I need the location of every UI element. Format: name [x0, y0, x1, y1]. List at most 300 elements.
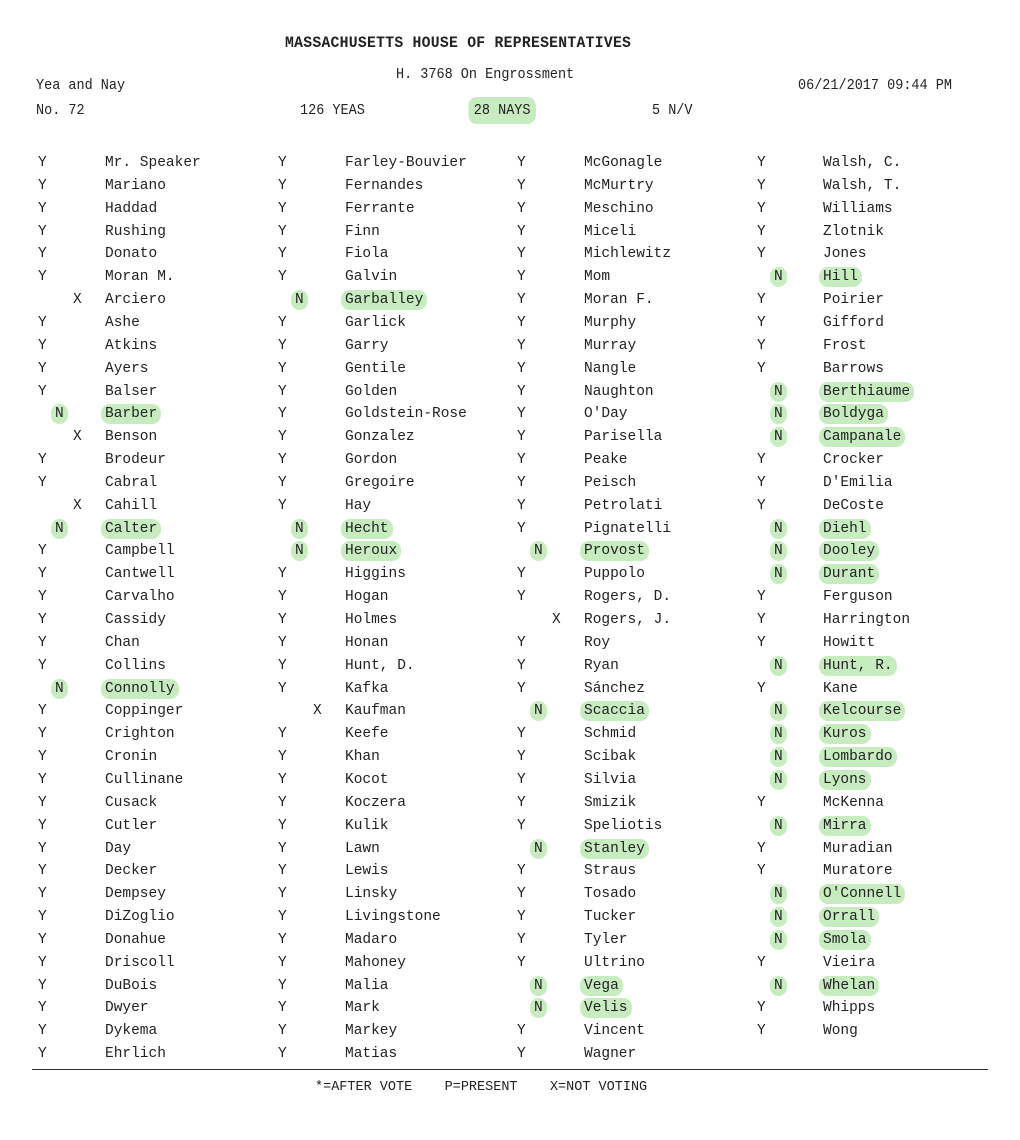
- member-name-text: Fiola: [345, 246, 389, 263]
- member-name-text: Howitt: [823, 634, 876, 651]
- vote-mark: [517, 497, 526, 515]
- member-name: [823, 291, 884, 309]
- member-name: [584, 177, 654, 195]
- vote-mark: [757, 999, 766, 1017]
- member-name-text: Chan: [105, 634, 140, 651]
- member-name: [584, 680, 645, 698]
- vote-mark: [278, 245, 287, 263]
- vote-mark: [278, 885, 287, 903]
- member-name: [584, 954, 645, 972]
- vote-mark: [38, 474, 47, 492]
- member-name: [345, 657, 415, 675]
- member-name-text: Gordon: [345, 452, 398, 469]
- member-name: [345, 154, 467, 172]
- vote-value: Y: [278, 931, 287, 948]
- vote-mark: [774, 542, 783, 560]
- vote-mark: [278, 748, 287, 766]
- member-name-text: Ferguson: [823, 589, 893, 606]
- member-name-text: Connolly: [101, 679, 179, 699]
- vote-mark: [774, 405, 783, 423]
- member-name-text: McGonagle: [584, 155, 663, 171]
- vote-value: Y: [38, 840, 47, 857]
- member-name-text: Hill: [819, 267, 862, 287]
- member-name-text: DeCoste: [823, 497, 884, 514]
- vote-mark: [38, 748, 47, 766]
- vote-value: N: [770, 519, 787, 539]
- vote-value: N: [770, 427, 787, 447]
- member-name-text: Boldyga: [819, 404, 888, 424]
- vote-mark: [774, 702, 783, 720]
- member-name: [105, 474, 157, 492]
- vote-mark: [73, 497, 82, 515]
- member-name: [584, 337, 636, 355]
- vote-mark: [38, 177, 47, 195]
- member-name: [823, 771, 867, 789]
- member-name-text: Gonzalez: [345, 429, 415, 446]
- member-name: [584, 1045, 636, 1063]
- vote-value: Y: [757, 292, 766, 309]
- vote-value: Y: [517, 200, 526, 217]
- member-name-text: Ryan: [584, 657, 619, 674]
- vote-value: Y: [278, 1023, 287, 1040]
- member-name-text: Kuros: [819, 724, 871, 744]
- vote-mark: [517, 428, 526, 446]
- vote-mark: [38, 725, 47, 743]
- vote-mark: [278, 680, 287, 698]
- member-name-text: Berthiaume: [819, 382, 914, 402]
- member-name: [345, 931, 397, 949]
- vote-mark: [774, 771, 783, 789]
- member-name-text: Lyons: [819, 770, 871, 790]
- vote-mark: [774, 428, 783, 446]
- vote-value: N: [530, 976, 547, 996]
- member-name-text: Harrington: [823, 612, 911, 628]
- vote-value: Y: [757, 680, 766, 697]
- vote-value: Y: [278, 817, 287, 834]
- vote-mark: [517, 451, 526, 469]
- member-name-text: Coppinger: [105, 703, 184, 720]
- member-name-text: Rushing: [105, 223, 166, 240]
- member-name-text: Wong: [823, 1023, 858, 1040]
- vote-mark: [757, 497, 766, 515]
- member-name: [823, 954, 875, 972]
- vote-value: Y: [757, 452, 766, 469]
- vote-mark: [278, 771, 287, 789]
- member-name: [345, 291, 423, 309]
- member-name: [105, 702, 183, 720]
- vote-value: Y: [38, 1000, 47, 1017]
- member-name: [823, 931, 867, 949]
- vote-value: Y: [38, 269, 47, 286]
- vote-value: Y: [278, 794, 287, 811]
- vote-value: Y: [38, 223, 47, 240]
- vote-mark: [517, 588, 526, 606]
- member-name-text: Kelcourse: [819, 701, 905, 721]
- member-name-text: Barber: [101, 404, 161, 424]
- member-name: [105, 748, 157, 766]
- vote-mark: [534, 542, 543, 560]
- member-name-text: Speliotis: [584, 817, 663, 834]
- member-name: [105, 771, 183, 789]
- member-name-text: Honan: [345, 634, 389, 651]
- vote-value: Y: [38, 726, 47, 743]
- member-name: [823, 154, 901, 172]
- member-name-text: Ehrlich: [105, 1046, 166, 1063]
- member-name: [345, 611, 397, 629]
- vote-mark: [278, 1045, 287, 1063]
- vote-mark: [757, 611, 766, 629]
- vote-mark: [774, 657, 783, 675]
- vote-mark: [757, 200, 766, 218]
- vote-value: Y: [38, 886, 47, 903]
- member-name-text: Durant: [819, 564, 879, 584]
- vote-mark: [38, 931, 47, 949]
- vote-mark: [38, 314, 47, 332]
- footer-divider: [32, 1069, 988, 1070]
- vote-value: Y: [38, 474, 47, 491]
- member-name: [823, 840, 893, 858]
- vote-mark: [517, 245, 526, 263]
- member-name: [823, 405, 884, 423]
- member-name-text: Koczera: [345, 794, 406, 811]
- member-name-text: Hogan: [345, 589, 389, 606]
- vote-value: Y: [278, 155, 287, 171]
- member-name: [345, 702, 406, 720]
- member-name: [584, 931, 628, 949]
- member-name: [345, 542, 397, 560]
- vote-value: Y: [38, 931, 47, 948]
- vote-mark: [517, 360, 526, 378]
- bill-title: H. 3768 On Engrossment: [396, 66, 575, 83]
- vote-mark: [278, 337, 287, 355]
- vote-mark: [757, 245, 766, 263]
- vote-mark: [55, 405, 64, 423]
- vote-mark: [278, 634, 287, 652]
- vote-mark: [38, 657, 47, 675]
- vote-value: Y: [38, 794, 47, 811]
- vote-value: Y: [757, 612, 766, 628]
- vote-mark: [517, 680, 526, 698]
- member-name: [584, 223, 636, 241]
- vote-mark: [38, 885, 47, 903]
- member-name-text: Dwyer: [105, 1000, 149, 1017]
- member-name-text: Matias: [345, 1046, 398, 1063]
- vote-value: N: [770, 770, 787, 790]
- member-name: [345, 223, 380, 241]
- member-name-text: Golden: [345, 383, 398, 400]
- member-name: [105, 497, 157, 515]
- member-name-text: Lombardo: [819, 747, 897, 767]
- member-name: [823, 451, 884, 469]
- member-name: [584, 999, 628, 1017]
- member-name-text: Farley-Bouvier: [345, 155, 467, 171]
- member-name-text: Muradian: [823, 840, 893, 857]
- vote-mark: [517, 314, 526, 332]
- member-name-text: Cabral: [105, 474, 158, 491]
- vote-value: Y: [517, 246, 526, 263]
- vote-mark: [774, 748, 783, 766]
- member-name: [105, 977, 157, 995]
- vote-value: N: [770, 701, 787, 721]
- member-name-text: Mr. Speaker: [105, 155, 201, 171]
- member-name-text: Murray: [584, 337, 637, 354]
- member-name: [584, 268, 610, 286]
- vote-mark: [757, 634, 766, 652]
- vote-mark: [774, 817, 783, 835]
- vote-value: Y: [517, 474, 526, 491]
- nays-count: [472, 102, 532, 119]
- vote-mark: [38, 1045, 47, 1063]
- member-name-text: Haddad: [105, 200, 158, 217]
- vote-mark: [757, 451, 766, 469]
- vote-mark: [278, 474, 287, 492]
- member-name-text: McMurtry: [584, 177, 654, 194]
- member-name-text: Dooley: [819, 541, 879, 561]
- vote-value: N: [770, 884, 787, 904]
- member-name-text: Mark: [345, 1000, 380, 1017]
- member-name: [584, 588, 671, 606]
- member-name: [345, 383, 397, 401]
- member-name-text: Walsh, C.: [823, 155, 902, 171]
- vote-mark: [757, 154, 766, 172]
- vote-mark: [774, 908, 783, 926]
- vote-value: Y: [517, 337, 526, 354]
- member-name: [345, 200, 415, 218]
- vote-mark: [278, 954, 287, 972]
- vote-value: Y: [278, 452, 287, 469]
- vote-value: X: [73, 429, 82, 446]
- vote-mark: [278, 794, 287, 812]
- vote-mark: [517, 383, 526, 401]
- vote-mark: [38, 954, 47, 972]
- vote-mark: [278, 817, 287, 835]
- member-name-text: Mirra: [819, 816, 871, 836]
- member-name-text: O'Connell: [819, 884, 905, 904]
- member-name-text: Dykema: [105, 1023, 158, 1040]
- vote-value: Y: [517, 406, 526, 423]
- member-name: [105, 1022, 157, 1040]
- member-name-text: Pignatelli: [584, 520, 672, 537]
- member-name: [823, 314, 884, 332]
- vote-value: Y: [278, 1046, 287, 1063]
- vote-mark: [278, 360, 287, 378]
- vote-mark: [517, 177, 526, 195]
- vote-value: Y: [757, 634, 766, 651]
- vote-value: Y: [517, 177, 526, 194]
- member-name: [584, 291, 654, 309]
- member-name-text: Kocot: [345, 771, 389, 788]
- member-name: [823, 474, 893, 492]
- vote-value: Y: [278, 223, 287, 240]
- member-name-text: Collins: [105, 657, 166, 674]
- member-name: [105, 428, 157, 446]
- member-name-text: Kane: [823, 680, 858, 697]
- vote-value: N: [530, 998, 547, 1018]
- vote-value: Y: [278, 474, 287, 491]
- member-name: [105, 1045, 166, 1063]
- vote-value: N: [291, 541, 308, 561]
- member-name-text: Mariano: [105, 177, 166, 194]
- vote-value: N: [291, 290, 308, 310]
- member-name-text: Campbell: [105, 543, 175, 560]
- member-name: [345, 1022, 397, 1040]
- member-name: [823, 565, 875, 583]
- vote-value: N: [770, 656, 787, 676]
- vote-value: Y: [517, 223, 526, 240]
- vote-value: Y: [517, 817, 526, 834]
- member-name: [105, 657, 166, 675]
- vote-value: Y: [517, 771, 526, 788]
- vote-mark: [517, 634, 526, 652]
- member-name-text: Velis: [580, 998, 632, 1018]
- vote-mark: [517, 954, 526, 972]
- member-name: [823, 588, 893, 606]
- member-name-text: Meschino: [584, 200, 654, 217]
- member-name-text: Crocker: [823, 452, 884, 469]
- vote-value: N: [770, 382, 787, 402]
- vote-value: Y: [38, 954, 47, 971]
- member-name-text: Decker: [105, 863, 158, 880]
- vote-mark: [278, 383, 287, 401]
- vote-value: N: [291, 519, 308, 539]
- vote-mark: [38, 154, 47, 172]
- vote-value: Y: [278, 177, 287, 194]
- member-name: [345, 360, 406, 378]
- member-name-text: Mahoney: [345, 954, 406, 971]
- member-name: [823, 268, 858, 286]
- member-name-text: Lawn: [345, 840, 380, 857]
- member-name-text: Cutler: [105, 817, 158, 834]
- vote-mark: [295, 291, 304, 309]
- member-name-text: Markey: [345, 1023, 398, 1040]
- member-name: [105, 840, 131, 858]
- member-name-text: Day: [105, 840, 132, 857]
- vote-value: N: [770, 564, 787, 584]
- vote-value: Y: [38, 771, 47, 788]
- member-name-text: Linsky: [345, 886, 398, 903]
- member-name: [345, 725, 389, 743]
- member-name: [345, 771, 389, 789]
- vote-value: N: [530, 839, 547, 859]
- vote-mark: [278, 999, 287, 1017]
- member-name: [823, 383, 910, 401]
- member-name: [584, 314, 636, 332]
- member-name-text: Keefe: [345, 726, 389, 743]
- member-name-text: D'Emilia: [823, 474, 893, 491]
- vote-value: Y: [757, 223, 766, 240]
- member-name-text: Moran M.: [105, 269, 175, 286]
- vote-value: Y: [517, 566, 526, 583]
- vote-value: Y: [517, 589, 526, 606]
- member-name: [105, 954, 175, 972]
- member-name-text: Muratore: [823, 863, 893, 880]
- vote-value: Y: [278, 497, 287, 514]
- vote-value: Y: [38, 200, 47, 217]
- member-name: [823, 634, 875, 652]
- member-name: [105, 405, 157, 423]
- vote-value: N: [530, 541, 547, 561]
- member-name: [584, 748, 636, 766]
- member-name: [823, 999, 875, 1017]
- vote-mark: [517, 748, 526, 766]
- member-name: [823, 360, 884, 378]
- member-name: [823, 223, 884, 241]
- vote-mark: [517, 908, 526, 926]
- vote-value: Y: [38, 155, 47, 171]
- member-name-text: Jones: [823, 246, 867, 263]
- vote-mark: [774, 885, 783, 903]
- member-name-text: Campanale: [819, 427, 905, 447]
- vote-mark: [73, 428, 82, 446]
- vote-value: Y: [278, 314, 287, 331]
- vote-value: Y: [278, 360, 287, 377]
- member-name: [105, 817, 157, 835]
- vote-mark: [517, 931, 526, 949]
- member-name-text: Madaro: [345, 931, 398, 948]
- member-name-text: Frost: [823, 337, 867, 354]
- member-name-text: Fernandes: [345, 177, 424, 194]
- member-name: [584, 794, 636, 812]
- member-name-text: Murphy: [584, 314, 637, 331]
- vote-mark: [55, 680, 64, 698]
- vote-value: Y: [38, 749, 47, 766]
- vote-value: N: [770, 267, 787, 287]
- vote-mark: [38, 771, 47, 789]
- vote-value: N: [770, 930, 787, 950]
- member-name-text: Gifford: [823, 314, 884, 331]
- member-name: [823, 245, 867, 263]
- member-name-text: Atkins: [105, 337, 158, 354]
- member-name: [584, 383, 654, 401]
- vote-value: X: [313, 703, 322, 720]
- vote-value: Y: [517, 680, 526, 697]
- vote-value: Y: [38, 589, 47, 606]
- member-name: [105, 451, 166, 469]
- member-name-text: Ayers: [105, 360, 149, 377]
- member-name: [345, 885, 397, 903]
- member-name: [345, 817, 389, 835]
- member-name: [105, 611, 166, 629]
- vote-mark: [278, 154, 287, 172]
- vote-value: Y: [517, 383, 526, 400]
- vote-mark: [278, 908, 287, 926]
- member-name-text: Petrolati: [584, 497, 663, 514]
- member-name-text: Garballey: [341, 290, 427, 310]
- vote-mark: [73, 291, 82, 309]
- member-name-text: Arciero: [105, 292, 166, 309]
- member-name-text: Parisella: [584, 429, 663, 446]
- vote-mark: [38, 360, 47, 378]
- vote-value: X: [73, 497, 82, 514]
- member-name-text: Scibak: [584, 749, 637, 766]
- vote-mark: [517, 794, 526, 812]
- vote-mark: [757, 954, 766, 972]
- member-name-text: Stanley: [580, 839, 649, 859]
- member-name: [105, 245, 157, 263]
- vote-value: Y: [278, 886, 287, 903]
- vote-value: Y: [278, 269, 287, 286]
- member-name-text: Rogers, D.: [584, 589, 672, 606]
- member-name: [584, 474, 636, 492]
- vote-mark: [517, 771, 526, 789]
- member-name-text: Lewis: [345, 863, 389, 880]
- member-name-text: Carvalho: [105, 589, 175, 606]
- vote-value: Y: [757, 314, 766, 331]
- vote-mark: [517, 862, 526, 880]
- member-name: [105, 337, 157, 355]
- vote-mark: [278, 223, 287, 241]
- member-name: [345, 908, 441, 926]
